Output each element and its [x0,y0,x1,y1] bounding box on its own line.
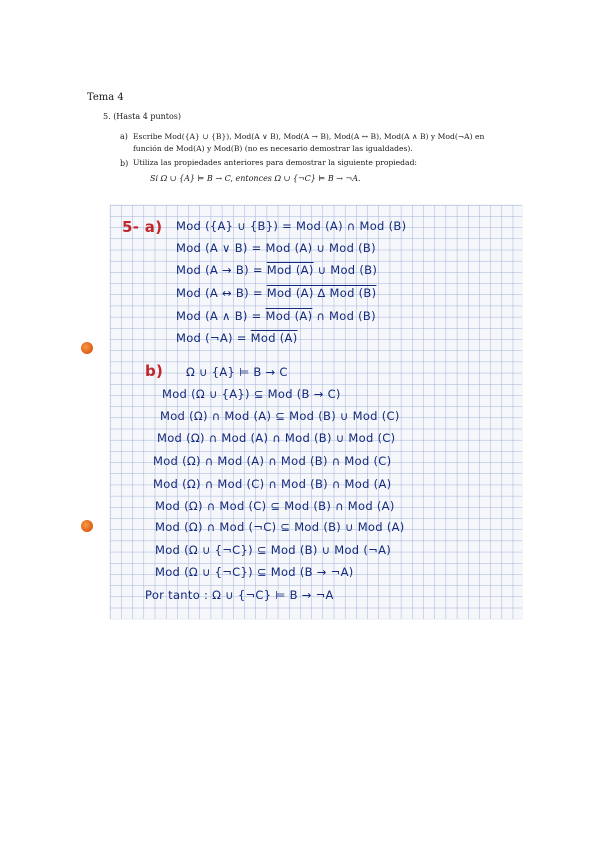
answer-lhs: Mod ({A} ∪ {B}) = [176,219,293,233]
answer-b-line: Mod (Ω) ∩ Mod (C) ⊆ Mod (B) ∩ Mod (A) [155,499,395,513]
answer-a-line [176,241,376,255]
answer-b-line: Mod (Ω) ∩ Mod (A) ⊆ Mod (B) ∪ Mod (C) [160,409,400,423]
answer-rhs: ∪ Mod (B) [313,263,378,277]
answer-lhs: Mod (¬A) = [176,331,247,345]
answer-b-line: Mod (Ω) ∩ Mod (¬C) ⊆ Mod (B) ∪ Mod (A) [155,520,405,534]
answer-a-line [176,263,377,277]
answer-a-line [176,309,376,323]
answer-a-line [176,331,298,345]
part-a-line-1: Escribe Mod({A} ∪ {B}), Mod(A ∨ B), Mod(A → B), Mod(A ↔ B), Mod(A ∧ B) y Mod(¬A) en [133,132,485,141]
answer-b-line: Mod (Ω) ∩ Mod (A) ∩ Mod (B) ∩ Mod (C) [153,454,392,468]
page-header: Tema 4 [87,92,124,103]
conclusion-label: Por tanto : [145,588,209,602]
part-b-label: b) [120,159,129,168]
answer-a-line [176,286,376,300]
answer-rhs: Mod (A) ∪ Mod (B) [265,241,376,255]
answer-a-line [176,219,406,233]
answer-b-line: Mod (Ω) ∩ Mod (C) ∩ Mod (B) ∩ Mod (A) [153,477,392,491]
answer-rhs-complement: Mod (A) [250,331,298,345]
binder-hole-icon [81,520,93,532]
answer-rhs-complement: Mod (A) [265,309,313,323]
answer-lhs: Mod (A ∧ B) = [176,309,262,323]
part-a-label: a) [120,132,128,141]
question-points: (Hasta 4 puntos) [113,112,182,121]
answer-rhs: ∩ Mod (B) [312,309,376,323]
conclusion-statement: Ω ∪ {¬C} ⊨ B → ¬A [212,588,334,602]
answer-b-line: Mod (Ω ∪ {¬C}) ⊆ Mod (B → ¬A) [155,565,354,579]
part-b-statement: Utiliza las propiedades anteriores para demostrar la siguiente propiedad: [133,158,417,167]
part-b-property: Si Ω ∪ {A} ⊨ B → C, entonces Ω ∪ {¬C} ⊨ B → ¬A. [150,174,361,183]
answer-conclusion [145,588,334,602]
answer-b-line: Mod (Ω ∪ {A}) ⊆ Mod (B → C) [162,387,341,401]
handwritten-label-a: 5- a) [122,218,163,236]
handwritten-label-b: b) [145,362,164,380]
answer-b-hypothesis: Ω ∪ {A} ⊨ B → C [186,365,288,379]
answer-lhs: Mod (A → B) = [176,263,263,277]
answer-rhs: Mod (A) ∩ Mod (B) [296,219,407,233]
binder-hole-icon [81,342,93,354]
answer-rhs-complement: Mod (A) ∆ Mod (B) [266,286,377,300]
question-heading [103,112,181,121]
question-number: 5. [103,112,111,121]
part-a-statement [133,131,518,155]
answer-b-line: Mod (Ω ∪ {¬C}) ⊆ Mod (B) ∪ Mod (¬A) [155,543,392,557]
part-a-line-2: función de Mod(A) y Mod(B) (no es necesario demostrar las igualdades). [133,144,413,153]
answer-lhs: Mod (A ∨ B) = [176,241,262,255]
answer-lhs: Mod (A ↔ B) = [176,286,263,300]
answer-b-line: Mod (Ω) ∩ Mod (A) ∩ Mod (B) ∪ Mod (C) [157,431,396,445]
answer-rhs-complement: Mod (A) [266,263,314,277]
